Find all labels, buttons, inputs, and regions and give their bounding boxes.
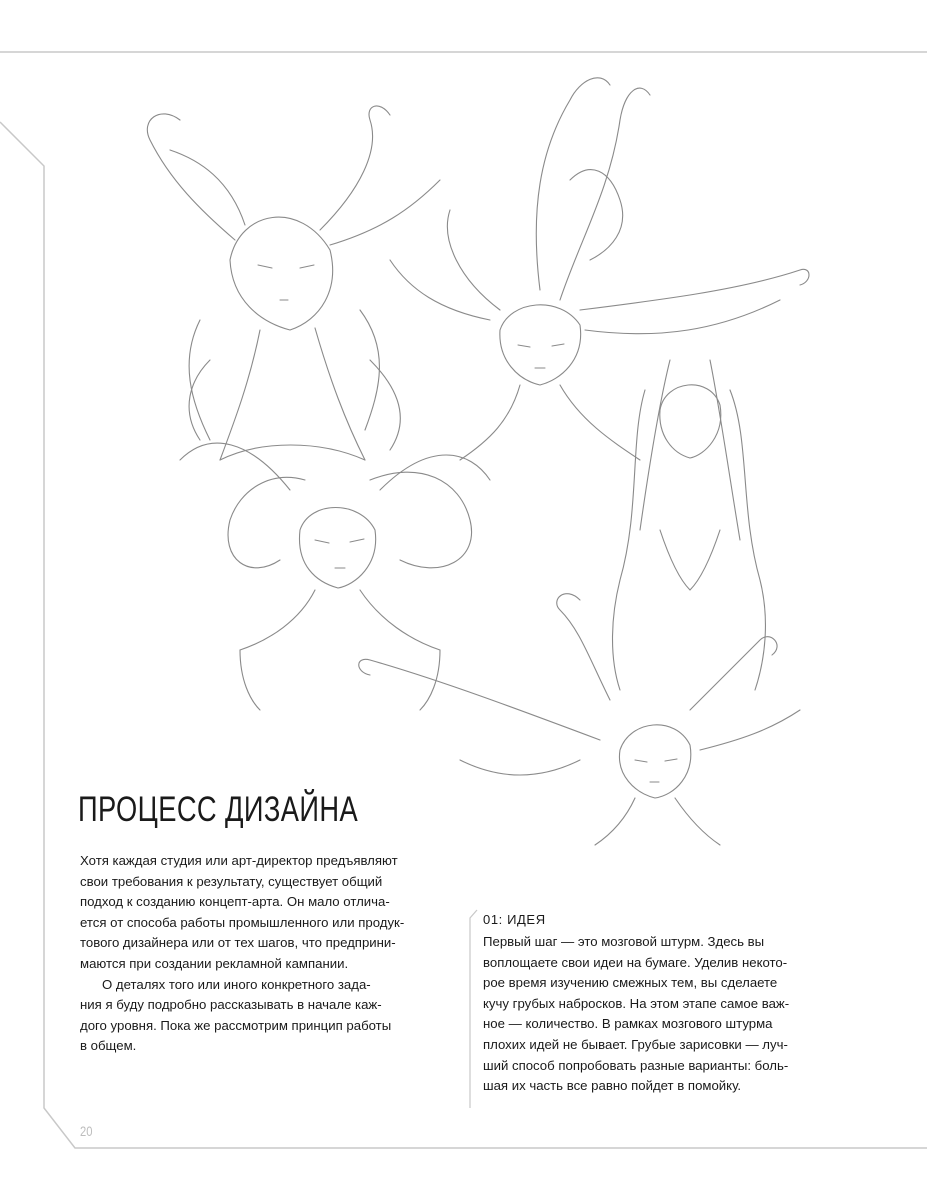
sketch-figure-top-center	[390, 78, 809, 460]
text-line: ное — количество. В рамках мозгового штурма	[483, 1016, 773, 1032]
text-line: кучу грубых набросков. На этом этапе самое важ-	[483, 995, 790, 1011]
text-line: ется от способа работы промышленного или продук-	[80, 914, 405, 930]
sketch-figure-bottom-right	[359, 594, 800, 845]
medusa-sketch-illustration	[140, 60, 820, 850]
sidebar-paragraph	[483, 932, 843, 1097]
page-number: 20	[80, 1123, 93, 1139]
intro-paragraph	[80, 851, 460, 1057]
text-line: О деталях того или иного конкретного зада-	[102, 976, 371, 992]
text-line: дого уровня. Пока же рассмотрим принцип работы	[80, 1017, 392, 1033]
text-line: рое время изучению смежных тем, вы сделаете	[483, 975, 778, 991]
text-line: шая их часть все равно пойдет в помойку.	[483, 1078, 742, 1094]
sketch-figure-middle-left	[180, 443, 490, 710]
text-line: свои требования к результату, существует общий	[80, 873, 383, 889]
sketch-figure-top-left	[147, 106, 440, 460]
text-line: Первый шаг — это мозговой штурм. Здесь вы	[483, 934, 765, 949]
sidebar-bracket	[470, 910, 477, 1108]
text-line: воплощаете свои идеи на бумаге. Уделив некото-	[483, 954, 788, 970]
text-line: подход к созданию концепт-арта. Он мало отлича-	[80, 894, 390, 910]
text-line: Хотя каждая студия или арт-директор предъявляют	[80, 853, 398, 868]
text-line: маются при создании рекламной кампании.	[80, 955, 349, 971]
text-line: тового дизайнера или от тех шагов, что предприни-	[80, 935, 396, 951]
text-line: в общем.	[80, 1038, 137, 1054]
page-heading: ПРОЦЕСС ДИЗАЙНА	[78, 790, 359, 829]
text-line: плохих идей не бывает. Грубые зарисовки — луч-	[483, 1036, 788, 1052]
text-line: ния я буду подробно рассказывать в начале каж-	[80, 997, 382, 1013]
text-line: ший способ попробовать разные варианты: боль-	[483, 1057, 789, 1073]
sidebar-label: 01: ИДЕЯ	[483, 912, 546, 927]
sketch-figure-right	[613, 360, 766, 690]
